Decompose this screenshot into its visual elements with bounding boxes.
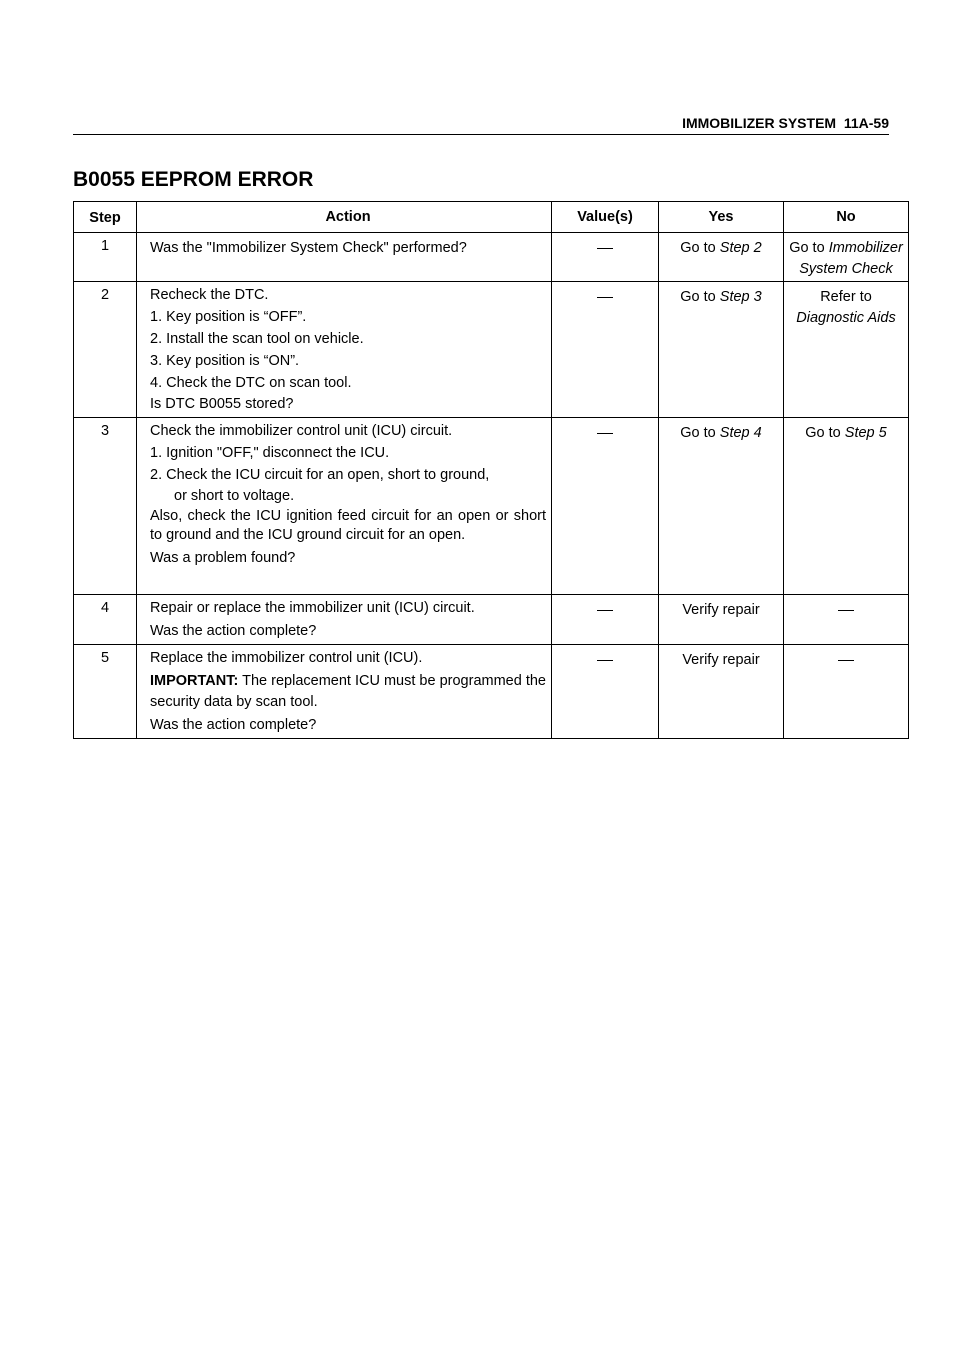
action-question: Was the action complete? <box>150 717 317 733</box>
table-row-step-3 <box>74 418 909 595</box>
page-header: IMMOBILIZER SYSTEM 11A-59 <box>682 115 889 131</box>
action-intro: Recheck the DTC. <box>150 287 269 303</box>
no-dash <box>838 660 854 661</box>
action-question: Is DTC B0055 stored? <box>150 396 294 412</box>
table-header-row <box>74 202 909 233</box>
action-step-item: 4. Check the DTC on scan tool. <box>150 375 352 391</box>
page-title: B0055 EEPROM ERROR <box>73 168 314 191</box>
action-step-item: 1. Ignition "OFF," disconnect the ICU. <box>150 445 390 461</box>
action-step-item: 3. Key position is “ON”. <box>150 353 300 369</box>
step-number: 5 <box>74 645 137 739</box>
no-prefix: Go to <box>805 425 845 441</box>
yes-prefix: Go to <box>680 289 720 305</box>
table-row-step-2 <box>74 282 909 418</box>
value-cell <box>552 233 659 282</box>
action-intro: Repair or replace the immobilizer unit (ICU) circuit. <box>150 600 475 616</box>
table-row-step-5 <box>74 645 909 739</box>
value-cell <box>552 645 659 739</box>
column-header-values: Value(s) <box>552 202 659 233</box>
action-cell <box>137 233 552 282</box>
yes-step-link: Step 2 <box>719 240 762 256</box>
no-cell <box>784 645 909 739</box>
yes-cell <box>659 233 784 282</box>
no-cell <box>784 233 909 282</box>
action-cell <box>137 595 552 645</box>
no-prefix: Go to <box>789 240 829 256</box>
action-step-item: 2. Check the ICU circuit for an open, short to ground, <box>150 467 490 483</box>
action-step-item-continued: or short to voltage. <box>174 488 295 504</box>
yes-prefix: Go to <box>680 425 720 441</box>
column-header-step: Step <box>74 202 137 233</box>
yes-cell: Verify repair <box>659 645 784 739</box>
action-intro: Check the immobilizer control unit (ICU) circuit. <box>150 423 453 439</box>
yes-cell <box>659 282 784 418</box>
yes-cell <box>659 418 784 595</box>
action-also-text: Also, check the ICU ignition feed circuit for an open or short to ground and the ICU ground circuit for an open. <box>150 508 546 543</box>
no-prefix: Refer to <box>820 289 872 305</box>
step-number: 4 <box>74 595 137 645</box>
no-cell <box>784 418 909 595</box>
no-cell <box>784 595 909 645</box>
value-cell <box>552 595 659 645</box>
action-cell <box>137 645 552 739</box>
action-question: Was the action complete? <box>150 623 317 639</box>
yes-step-link: Step 4 <box>719 425 762 441</box>
diagnostic-table <box>73 201 909 739</box>
value-dash <box>597 297 613 298</box>
action-text: Was the "Immobilizer System Check" performed? <box>150 240 467 256</box>
table-row-step-4 <box>74 595 909 645</box>
important-label: IMPORTANT: <box>150 673 239 689</box>
important-note <box>150 671 546 713</box>
no-step-link: Step 5 <box>844 425 887 441</box>
no-link-line2: System Check <box>799 261 893 277</box>
column-header-yes: Yes <box>659 202 784 233</box>
value-dash <box>597 610 613 611</box>
table-row-step-1 <box>74 233 909 282</box>
step-number: 1 <box>74 233 137 282</box>
no-link: Diagnostic Aids <box>796 310 896 326</box>
action-cell <box>137 282 552 418</box>
value-cell <box>552 282 659 418</box>
yes-step-link: Step 3 <box>719 289 762 305</box>
header-rule <box>73 134 889 135</box>
step-number: 3 <box>74 418 137 595</box>
no-link: Immobilizer <box>828 240 903 256</box>
column-header-no: No <box>784 202 909 233</box>
action-question: Was a problem found? <box>150 550 296 566</box>
yes-prefix: Go to <box>680 240 720 256</box>
column-header-action: Action <box>137 202 552 233</box>
value-cell <box>552 418 659 595</box>
action-cell <box>137 418 552 595</box>
step-number: 2 <box>74 282 137 418</box>
action-step-item: 2. Install the scan tool on vehicle. <box>150 331 364 347</box>
value-dash <box>597 660 613 661</box>
no-dash <box>838 610 854 611</box>
no-cell <box>784 282 909 418</box>
action-intro: Replace the immobilizer control unit (ICU). <box>150 650 423 666</box>
action-step-item: 1. Key position is “OFF”. <box>150 309 307 325</box>
value-dash <box>597 433 613 434</box>
value-dash <box>597 248 613 249</box>
important-text: The replacement ICU must be programmed the security data by scan tool. <box>150 673 546 710</box>
yes-cell: Verify repair <box>659 595 784 645</box>
